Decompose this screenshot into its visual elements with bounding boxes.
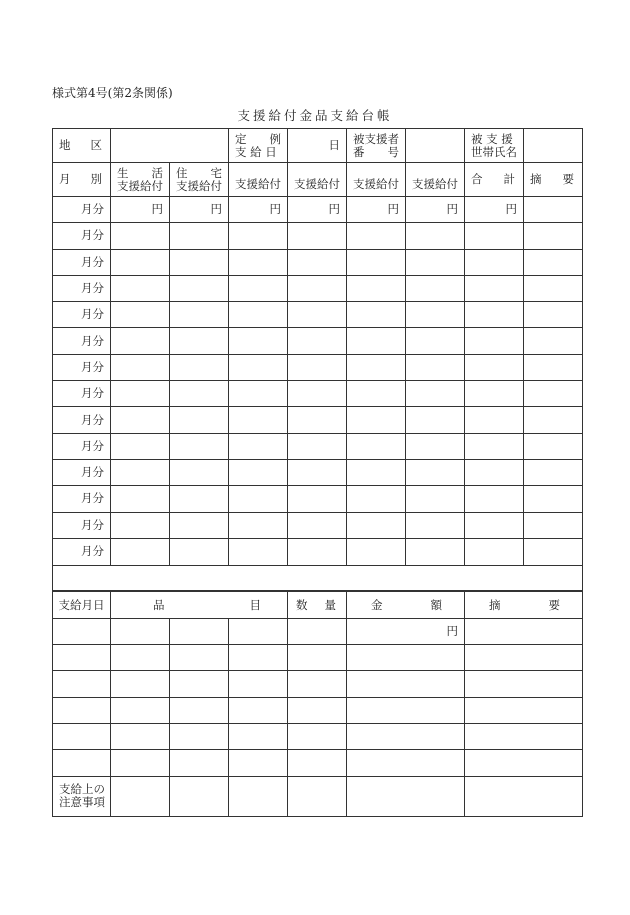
amount-cell[interactable]	[111, 354, 170, 380]
month-row	[53, 249, 583, 275]
summary-cell[interactable]	[524, 328, 583, 354]
month-row	[53, 538, 583, 565]
amount-cell[interactable]	[406, 354, 465, 380]
recipient-number-label: 被支援者 番 号	[347, 129, 406, 163]
month-label: 月分	[53, 275, 111, 301]
amount-cell[interactable]	[406, 538, 465, 565]
amount-cell[interactable]	[465, 302, 524, 328]
month-label: 月分	[53, 407, 111, 433]
items-summary-header: 摘 要	[465, 591, 583, 618]
amount-cell[interactable]	[288, 249, 347, 275]
amount-cell[interactable]	[465, 354, 524, 380]
amount-cell[interactable]	[288, 538, 347, 565]
district-value[interactable]	[111, 129, 229, 163]
quantity-cell[interactable]	[288, 697, 347, 723]
item-cell[interactable]	[111, 618, 170, 644]
month-row	[53, 302, 583, 328]
ledger-table	[52, 128, 583, 817]
notes-cell[interactable]	[229, 776, 288, 816]
amount-cell[interactable]: 円	[229, 197, 288, 223]
amount-cell[interactable]	[465, 433, 524, 459]
notes-cell[interactable]	[465, 776, 583, 816]
amount-cell[interactable]	[111, 486, 170, 512]
living-benefit-header: 生 活 支援給付	[111, 163, 170, 197]
notes-label: 支給上の 注意事項	[53, 776, 111, 816]
month-label: 月分	[53, 512, 111, 538]
item-cell[interactable]	[111, 750, 170, 776]
benefit-header-4: 支援給付	[406, 163, 465, 197]
amount-cell[interactable]	[406, 459, 465, 485]
amount-cell[interactable]	[288, 354, 347, 380]
amount-cell[interactable]	[111, 538, 170, 565]
amount-cell[interactable]	[111, 223, 170, 249]
amount-cell[interactable]	[170, 407, 229, 433]
amount-cell[interactable]	[229, 275, 288, 301]
item-cell[interactable]	[229, 750, 288, 776]
amount-cell[interactable]	[465, 328, 524, 354]
amount-cell[interactable]	[170, 486, 229, 512]
regular-payment-day-value[interactable]: 日	[288, 129, 347, 163]
amount-cell[interactable]	[347, 381, 406, 407]
amount-cell[interactable]	[170, 354, 229, 380]
amount-cell[interactable]	[288, 275, 347, 301]
summary-cell[interactable]	[524, 223, 583, 249]
payment-date-cell[interactable]	[53, 618, 111, 644]
summary-cell[interactable]	[524, 354, 583, 380]
amount-cell[interactable]	[465, 407, 524, 433]
item-cell[interactable]	[170, 750, 229, 776]
summary-cell[interactable]	[524, 433, 583, 459]
month-row	[53, 407, 583, 433]
item-row	[53, 697, 583, 723]
benefit-header-1: 支援給付	[229, 163, 288, 197]
month-label: 月分	[53, 486, 111, 512]
item-cell[interactable]	[170, 697, 229, 723]
amount-cell[interactable]	[406, 512, 465, 538]
item-cell[interactable]	[170, 724, 229, 750]
payment-date-cell[interactable]	[53, 671, 111, 697]
amount-cell[interactable]	[288, 459, 347, 485]
amount-cell[interactable]	[347, 328, 406, 354]
summary-cell[interactable]	[524, 459, 583, 485]
month-row	[53, 459, 583, 485]
amount-cell[interactable]	[406, 407, 465, 433]
notes-cell[interactable]	[288, 776, 347, 816]
month-row	[53, 223, 583, 249]
amount-cell[interactable]	[229, 407, 288, 433]
item-row	[53, 724, 583, 750]
amount-cell[interactable]: 円	[111, 197, 170, 223]
quantity-cell[interactable]	[288, 750, 347, 776]
amount-cell[interactable]	[406, 223, 465, 249]
item-summary-cell[interactable]	[465, 697, 583, 723]
quantity-cell[interactable]	[288, 724, 347, 750]
quantity-cell[interactable]	[288, 671, 347, 697]
amount-cell[interactable]	[170, 538, 229, 565]
amount-cell[interactable]	[347, 275, 406, 301]
amount-cell[interactable]	[347, 750, 465, 776]
amount-cell[interactable]	[288, 381, 347, 407]
items-rows	[53, 618, 583, 776]
amount-cell[interactable]	[406, 249, 465, 275]
amount-cell[interactable]	[170, 381, 229, 407]
amount-cell[interactable]	[406, 433, 465, 459]
recipient-number-value[interactable]	[406, 129, 465, 163]
items-header-row	[53, 591, 583, 618]
amount-cell[interactable]	[229, 249, 288, 275]
amount-cell[interactable]	[465, 538, 524, 565]
item-cell[interactable]	[111, 724, 170, 750]
item-cell[interactable]	[229, 618, 288, 644]
summary-cell[interactable]	[524, 486, 583, 512]
month-row	[53, 328, 583, 354]
item-cell[interactable]	[229, 671, 288, 697]
payment-date-cell[interactable]	[53, 750, 111, 776]
item-cell[interactable]	[229, 724, 288, 750]
amount-cell[interactable]	[465, 486, 524, 512]
amount-cell[interactable]	[170, 433, 229, 459]
amount-cell[interactable]	[111, 407, 170, 433]
amount-cell[interactable]	[347, 223, 406, 249]
month-row	[53, 275, 583, 301]
summary-cell[interactable]	[524, 381, 583, 407]
amount-cell[interactable]	[406, 302, 465, 328]
amount-cell[interactable]: 円	[347, 197, 406, 223]
amount-cell[interactable]	[347, 724, 465, 750]
quantity-cell[interactable]	[288, 618, 347, 644]
amount-cell[interactable]	[170, 275, 229, 301]
amount-cell[interactable]	[406, 275, 465, 301]
amount-cell[interactable]	[229, 223, 288, 249]
month-row	[53, 381, 583, 407]
payment-date-cell[interactable]	[53, 697, 111, 723]
month-label: 月分	[53, 538, 111, 565]
item-cell[interactable]	[229, 645, 288, 671]
summary-cell[interactable]	[524, 407, 583, 433]
amount-cell[interactable]	[406, 381, 465, 407]
month-row	[53, 486, 583, 512]
amount-cell[interactable]	[347, 697, 465, 723]
amount-cell[interactable]	[229, 512, 288, 538]
amount-cell[interactable]	[229, 538, 288, 565]
amount-cell[interactable]	[465, 249, 524, 275]
item-row	[53, 750, 583, 776]
notes-cell[interactable]	[170, 776, 229, 816]
notes-cell[interactable]	[347, 776, 465, 816]
month-label: 月分	[53, 328, 111, 354]
amount-cell[interactable]	[288, 512, 347, 538]
item-cell[interactable]	[170, 618, 229, 644]
amount-cell[interactable]	[406, 486, 465, 512]
amount-cell[interactable]	[347, 645, 465, 671]
amount-cell[interactable]	[170, 328, 229, 354]
amount-cell[interactable]	[111, 459, 170, 485]
amount-cell[interactable]	[229, 459, 288, 485]
payment-date-cell[interactable]	[53, 645, 111, 671]
total-header: 合 計	[465, 163, 524, 197]
amount-cell[interactable]	[347, 538, 406, 565]
amount-cell[interactable]	[288, 433, 347, 459]
amount-cell[interactable]	[465, 512, 524, 538]
header-row-columns	[53, 163, 583, 197]
notes-cell[interactable]	[111, 776, 170, 816]
month-label: 月分	[53, 302, 111, 328]
amount-cell[interactable]	[406, 328, 465, 354]
amount-cell[interactable]	[465, 381, 524, 407]
header-row-district	[53, 129, 583, 163]
month-header: 月 別	[53, 163, 111, 197]
item-summary-cell[interactable]	[465, 671, 583, 697]
item-summary-cell[interactable]	[465, 724, 583, 750]
month-label: 月分	[53, 223, 111, 249]
month-label: 月分	[53, 249, 111, 275]
amount-cell[interactable]	[170, 223, 229, 249]
payment-date-cell[interactable]	[53, 724, 111, 750]
amount-cell[interactable]	[229, 328, 288, 354]
amount-cell[interactable]	[347, 512, 406, 538]
amount-cell[interactable]: 円	[170, 197, 229, 223]
amount-cell[interactable]	[347, 354, 406, 380]
amount-cell[interactable]	[347, 671, 465, 697]
amount-cell[interactable]	[111, 275, 170, 301]
payment-date-header: 支給月日	[53, 591, 111, 618]
amount-cell[interactable]	[111, 381, 170, 407]
month-label: 月分	[53, 459, 111, 485]
amount-cell[interactable]	[111, 433, 170, 459]
item-header: 品 目	[111, 591, 288, 618]
summary-header: 摘 要	[524, 163, 583, 197]
amount-cell[interactable]	[170, 302, 229, 328]
summary-cell[interactable]	[524, 538, 583, 565]
month-label: 月分	[53, 197, 111, 223]
benefit-header-3: 支援給付	[347, 163, 406, 197]
amount-cell[interactable]: 円	[406, 197, 465, 223]
amount-cell[interactable]	[465, 459, 524, 485]
amount-cell[interactable]	[288, 328, 347, 354]
housing-benefit-header: 住 宅 支援給付	[170, 163, 229, 197]
amount-cell[interactable]	[347, 249, 406, 275]
amount-cell[interactable]	[347, 486, 406, 512]
form-number: 様式第4号(第2条関係)	[52, 86, 173, 100]
item-cell[interactable]	[170, 645, 229, 671]
summary-cell[interactable]	[524, 302, 583, 328]
amount-cell[interactable]	[288, 223, 347, 249]
amount-cell[interactable]	[111, 328, 170, 354]
item-cell[interactable]	[111, 671, 170, 697]
amount-cell[interactable]	[465, 275, 524, 301]
monthly-rows	[53, 197, 583, 566]
item-row	[53, 671, 583, 697]
amount-cell[interactable]	[170, 459, 229, 485]
quantity-cell[interactable]	[288, 645, 347, 671]
ledger-table-container	[52, 128, 582, 817]
amount-cell[interactable]	[229, 486, 288, 512]
month-row	[53, 354, 583, 380]
amount-cell[interactable]	[288, 486, 347, 512]
spacer-row	[53, 565, 583, 591]
month-row	[53, 512, 583, 538]
item-summary-cell[interactable]	[465, 645, 583, 671]
item-row	[53, 645, 583, 671]
amount-cell[interactable]: 円	[465, 197, 524, 223]
regular-payment-day-label: 定 例 支 給 日	[229, 129, 288, 163]
amount-cell[interactable]	[229, 433, 288, 459]
month-row	[53, 433, 583, 459]
amount-header: 金 額	[347, 591, 465, 618]
month-row	[53, 197, 583, 223]
amount-cell[interactable]	[111, 302, 170, 328]
item-cell[interactable]	[229, 697, 288, 723]
amount-cell[interactable]	[347, 433, 406, 459]
quantity-header: 数 量	[288, 591, 347, 618]
month-label: 月分	[53, 354, 111, 380]
spacer-cell	[53, 565, 583, 591]
amount-cell[interactable]	[111, 249, 170, 275]
amount-cell[interactable]	[347, 459, 406, 485]
amount-cell[interactable]	[229, 381, 288, 407]
month-label: 月分	[53, 433, 111, 459]
amount-cell[interactable]: 円	[347, 618, 465, 644]
summary-cell[interactable]	[524, 197, 583, 223]
amount-cell[interactable]	[288, 302, 347, 328]
benefit-header-2: 支援給付	[288, 163, 347, 197]
amount-cell[interactable]	[170, 512, 229, 538]
summary-cell[interactable]	[524, 275, 583, 301]
district-label: 地 区	[53, 129, 111, 163]
item-row	[53, 618, 583, 644]
amount-cell[interactable]	[229, 354, 288, 380]
amount-cell[interactable]	[288, 407, 347, 433]
notes-row	[53, 776, 583, 816]
item-cell[interactable]	[111, 697, 170, 723]
item-summary-cell[interactable]	[465, 750, 583, 776]
amount-cell[interactable]	[229, 302, 288, 328]
summary-cell[interactable]	[524, 249, 583, 275]
month-label: 月分	[53, 381, 111, 407]
amount-cell[interactable]: 円	[288, 197, 347, 223]
amount-cell[interactable]	[111, 512, 170, 538]
household-name-value[interactable]	[524, 129, 583, 163]
amount-cell[interactable]	[465, 223, 524, 249]
amount-cell[interactable]	[347, 302, 406, 328]
amount-cell[interactable]	[347, 407, 406, 433]
household-name-label: 被 支 援 世帯氏名	[465, 129, 524, 163]
document-title: 支援給付金品支給台帳	[237, 108, 393, 123]
item-cell[interactable]	[111, 645, 170, 671]
amount-cell[interactable]	[170, 249, 229, 275]
summary-cell[interactable]	[524, 512, 583, 538]
item-cell[interactable]	[170, 671, 229, 697]
item-summary-cell[interactable]	[465, 618, 583, 644]
